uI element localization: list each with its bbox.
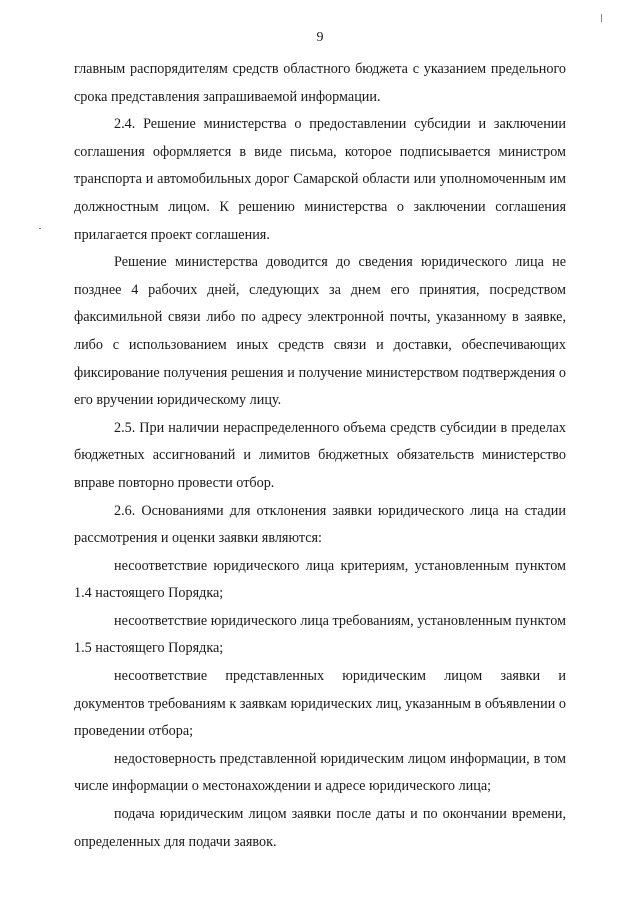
scan-artifact-mark [601,14,602,22]
paragraph-2-6: 2.6. Основаниями для отклонения заявки юридического лица на стадии рассмотрения и оценки заявки являются: [74,502,566,547]
paragraph-decision-notice: Решение министерства доводится до сведения юридического лица не позднее 4 рабочих дней, следующих за днем его принятия, посредством факсимильной связи либо по адресу электронной почты, указанному в заявке, либо с использованием иных средств связи и доставки, обеспечивающих фиксирование получения решения и получение министерством подтверждения о его вручении юридическому лицу. [74,254,566,409]
paragraph-continuation: главным распорядителям средств областного бюджета с указанием предельного срока представления запрашиваемой информации. [74,61,566,105]
list-item-unreliable-info: недостоверность представленной юридическим лицом информации, в том числе информации о местонахождении и адресе юридического лица; [74,750,566,795]
paragraph-2-5: 2.5. При наличии нераспределенного объема средств субсидии в пределах бюджетных ассигнований и лимитов бюджетных обязательств министерство вправе повторно провести отбор. [74,419,566,491]
paragraph-2-4: 2.4. Решение министерства о предоставлении субсидии и заключении соглашения оформляется в виде письма, которое подписывается министром транспорта и автомобильных дорог Самарской области или уполномоченным им должностным лицом. К решению министерства о заключении соглашения прилагается проект соглашения. [74,116,566,243]
scan-artifact-mark [39,228,41,229]
list-item-criteria: несоответствие юридического лица критериям, установленным пунктом 1.4 настоящего Порядка; [74,557,566,602]
list-item-requirements: несоответствие юридического лица требованиям, установленным пунктом 1.5 настоящего Порядка; [74,612,566,657]
list-item-late-submission: подача юридическим лицом заявки после даты и по окончании времени, определенных для подачи заявок. [74,806,566,850]
list-item-documents: несоответствие представленных юридическим лицом заявки и документов требованиям к заявкам юридических лиц, указанным в объявлении о проведении отбора; [74,668,566,740]
document-body [74,56,566,856]
page-number: 9 [316,30,324,45]
